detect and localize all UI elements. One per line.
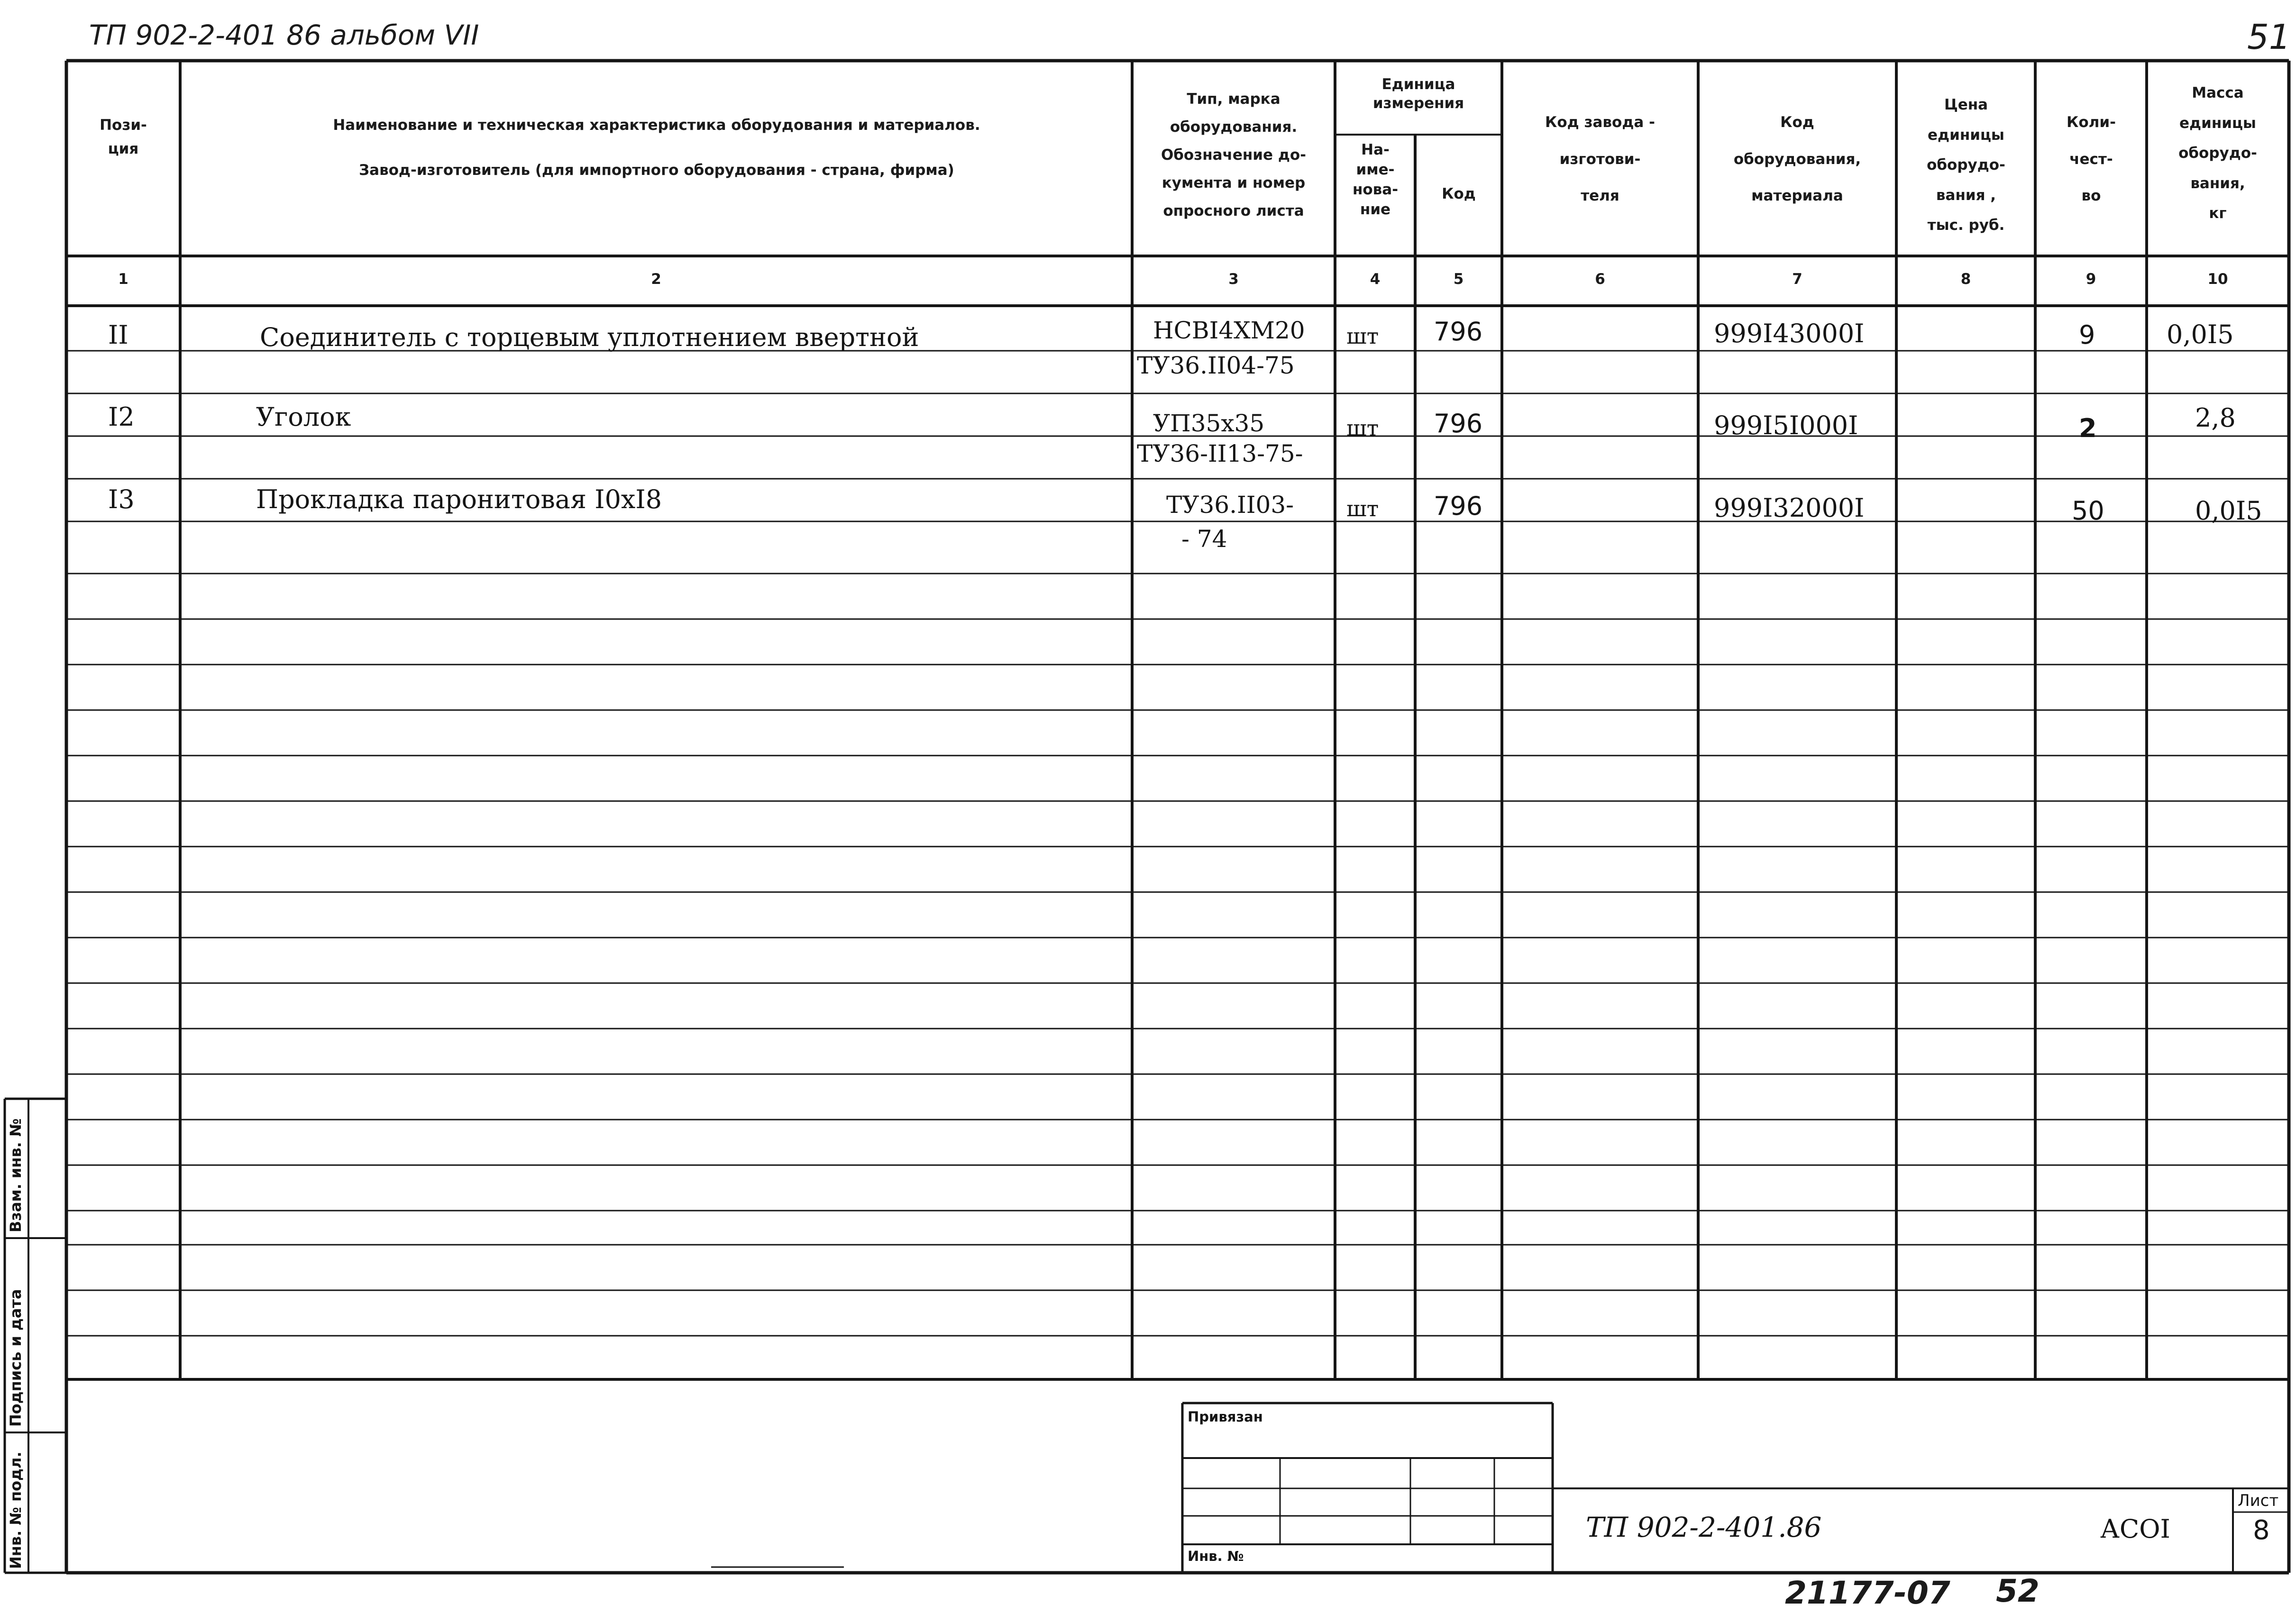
header-equipment-code — [1700, 104, 1894, 215]
header-price-line: оборудо- — [1927, 156, 2005, 174]
column-number-3: 3 — [1228, 271, 1239, 288]
row-type-doc: ТУ36.II04-75 — [1137, 352, 1295, 379]
row-position: II — [108, 320, 128, 350]
column-number-1: 1 — [118, 271, 128, 288]
header-type — [1134, 85, 1333, 225]
header-name-line1: Наименование и техническая характеристика оборудования и материалов. — [333, 117, 980, 134]
row-equipment-code: 999I43000I — [1714, 319, 1865, 348]
row-unit: шт — [1346, 323, 1379, 349]
row-type-doc: ТУ36-II13-75- — [1137, 440, 1303, 467]
header-unit-name-line: На- — [1361, 141, 1390, 158]
row-equipment-code: 999I32000I — [1714, 493, 1865, 523]
header-quantity — [2037, 104, 2146, 215]
stamp-attached-label: Привязан — [1188, 1409, 1263, 1425]
header-type-line: оборудования. — [1170, 118, 1298, 136]
header-unit-line: измерения — [1372, 95, 1464, 112]
column-number-9: 9 — [2086, 271, 2096, 288]
header-quantity-line: во — [2081, 187, 2101, 204]
header-mass-line: кг — [2209, 205, 2227, 222]
row-position: I3 — [108, 484, 135, 514]
sheet-label: Лист — [2238, 1491, 2279, 1510]
column-number-8: 8 — [1960, 271, 1971, 288]
doc-mark: АСОI — [2100, 1514, 2170, 1544]
row-quantity: 50 — [2072, 496, 2104, 526]
header-mass-line: единицы — [2179, 114, 2256, 132]
header-type-line: опросного листа — [1163, 202, 1304, 219]
header-price-line: единицы — [1928, 126, 2004, 144]
row-name: Прокладка паронитовая I0хI8 — [256, 484, 662, 514]
row-name: Уголок — [256, 402, 351, 432]
column-number-10: 10 — [2207, 271, 2228, 288]
row-mass: 0,0I5 — [2195, 496, 2262, 526]
header-factory-line: изготови- — [1559, 150, 1641, 168]
header-equipment-line: Код — [1780, 114, 1814, 131]
side-stamp-replacement-inv: Взам. инв. № — [7, 1118, 25, 1232]
stamp-inv-label: Инв. № — [1188, 1548, 1244, 1564]
row-quantity: 9 — [2079, 320, 2095, 350]
header-position-line: ция — [108, 140, 139, 157]
row-unit: шт — [1346, 496, 1379, 521]
column-number-6: 6 — [1595, 271, 1605, 288]
header-factory-code — [1504, 104, 1696, 215]
column-number-5: 5 — [1453, 271, 1464, 288]
header-factory-line: теля — [1581, 187, 1619, 204]
column-number-7: 7 — [1792, 271, 1802, 288]
row-unit-code: 796 — [1434, 409, 1483, 438]
sheet-corner-number: 51 — [2247, 17, 2291, 57]
sheet-number: 8 — [2253, 1515, 2270, 1546]
header-price — [1898, 90, 2034, 241]
doc-code: ТП 902-2-401.86 — [1586, 1511, 1822, 1543]
row-equipment-code: 999I5I000I — [1714, 410, 1858, 440]
header-mass — [2149, 78, 2287, 229]
row-position: I2 — [108, 402, 135, 432]
row-unit: шт — [1346, 415, 1379, 441]
header-type-line: Тип, марка — [1187, 91, 1281, 108]
row-unit-code: 796 — [1434, 317, 1483, 346]
top-left-caption: ТП 902-2-401 86 альбом VII — [89, 19, 479, 51]
header-mass-line: Масса — [2192, 84, 2244, 101]
header-unit-name-line: ние — [1360, 201, 1391, 218]
header-type-line: Обозначение до- — [1161, 146, 1307, 164]
row-type-doc: - 74 — [1181, 525, 1227, 553]
bottom-page-number: 52 — [1996, 1573, 2040, 1609]
header-equipment-line: оборудования, — [1733, 150, 1861, 168]
header-unit-name — [1336, 140, 1415, 219]
header-mass-line: вания, — [2190, 174, 2245, 192]
header-mass-line: оборудо- — [2178, 145, 2257, 162]
header-position-line: Пози- — [100, 117, 147, 134]
header-type-line: кумента и номер — [1162, 174, 1306, 191]
row-type: УП35х35 — [1153, 410, 1265, 437]
header-quantity-line: Коли- — [2067, 114, 2116, 131]
header-price-line: вания , — [1936, 186, 1996, 204]
header-position — [71, 114, 175, 161]
row-quantity: 2 — [2079, 413, 2097, 443]
side-stamp-signature-date: Подпись и дата — [7, 1289, 25, 1427]
row-name: Соединитель с торцевым уплотнением ввертной — [260, 322, 919, 352]
header-quantity-line: чест- — [2069, 150, 2113, 168]
row-unit-code: 796 — [1434, 491, 1483, 521]
row-mass: 2,8 — [2195, 403, 2236, 433]
header-unit-line: Единица — [1381, 76, 1455, 93]
header-unit-name-line: нова- — [1352, 181, 1399, 198]
header-unit-code: Код — [1442, 185, 1476, 202]
header-factory-line: Код завода - — [1545, 114, 1655, 131]
header-unit-group — [1337, 75, 1500, 113]
header-price-line: Цена — [1944, 96, 1988, 113]
header-name-line2: Завод-изготовитель (для импортного оборудования - страна, фирма) — [359, 162, 954, 179]
row-mass: 0,0I5 — [2167, 319, 2234, 349]
bottom-archive-number: 21177-07 — [1785, 1575, 1950, 1611]
column-number-4: 4 — [1370, 271, 1381, 288]
header-equipment-line: материала — [1751, 187, 1843, 204]
column-number-2: 2 — [651, 271, 661, 288]
row-type: НСВI4ХМ20 — [1153, 317, 1305, 344]
side-stamp-original-inv: Инв. № подл. — [7, 1451, 25, 1569]
header-unit-name-line: име- — [1356, 161, 1395, 178]
row-type: ТУ36.II03- — [1166, 491, 1294, 519]
header-price-line: тыс. руб. — [1927, 217, 2005, 234]
